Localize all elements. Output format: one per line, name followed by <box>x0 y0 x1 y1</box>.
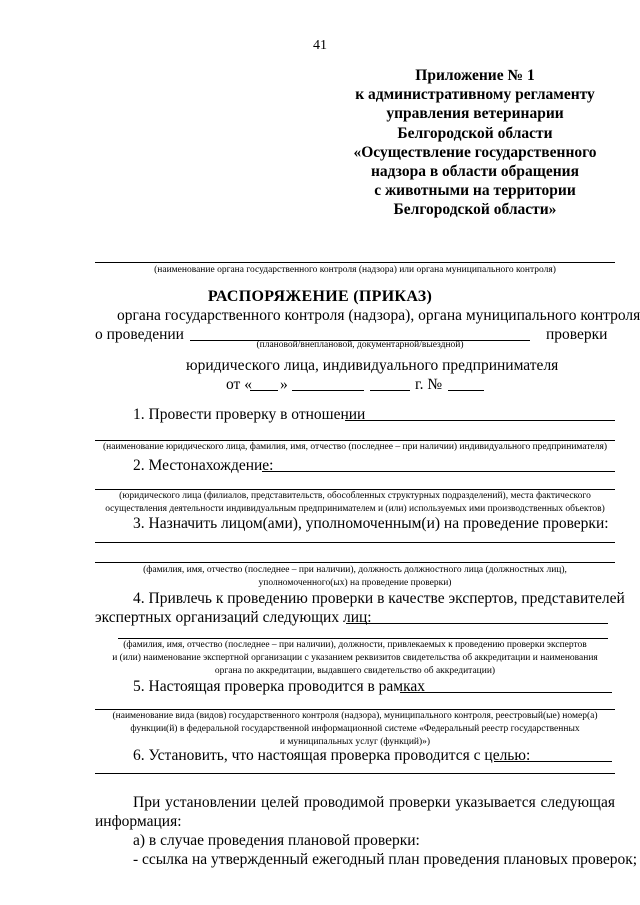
subtitle-check: проверки <box>546 326 608 343</box>
item-5-line[interactable] <box>400 692 612 693</box>
item-4-note-line: органа по аккредитации, выдавшего свидетельство об аккредитации) <box>214 666 496 676</box>
entity-line: юридического лица, индивидуального предпринимателя <box>186 357 559 374</box>
item-4-line[interactable] <box>346 623 608 624</box>
item-4-note-line: (фамилия, имя, отчество (последнее – при наличии), должности, привлекаемых к проведению проверки экспертов <box>123 640 587 650</box>
item-2: 2. Местонахождение: <box>133 457 274 474</box>
item-4-note-line: и (или) наименование экспертной организации с указанием реквизитов свидетельства об аккредитации и наименования <box>112 653 598 663</box>
appendix-line: Белгородской области <box>397 124 553 142</box>
purpose-paragraph <box>95 793 638 869</box>
order-number-line[interactable] <box>448 390 484 391</box>
item-2-note-line: (юридического лица (филиалов, представительств, обособленных структурных подразделений), места фактического <box>119 491 591 501</box>
date-from: от « <box>226 376 252 393</box>
item-3-line-2[interactable] <box>95 562 615 563</box>
item-5-note-line: (наименование вида (видов) государственного контроля (надзора), муниципального контроля, реестровый(ые) номер(а) <box>112 711 598 721</box>
item-3-note-line: (фамилия, имя, отчество (последнее – при наличии), должность должностного лица (должностных лиц), <box>143 565 567 575</box>
date-month-line[interactable] <box>292 390 364 391</box>
item-1-note: (наименование юридического лица, фамилия, имя, отчество (последнее – при наличии) индивидуального предпринимателя) <box>103 442 607 452</box>
appendix-line: «Осуществление государственного <box>353 143 597 161</box>
item-2-line[interactable] <box>262 471 615 472</box>
item-4-line-1: 4. Привлечь к проведению проверки в качестве экспертов, представителей <box>133 590 625 607</box>
item-3-note <box>95 564 615 590</box>
item-1: 1. Провести проверку в отношении <box>133 406 366 423</box>
appendix-line: с животными на территории <box>374 182 576 200</box>
appendix-line: Белгородской области» <box>393 201 557 219</box>
document-title: РАСПОРЯЖЕНИЕ (ПРИКАЗ) <box>207 288 433 305</box>
purpose-line-1: При установлении целей проводимой проверки указывается следующая <box>133 794 615 811</box>
appendix-header <box>330 66 620 220</box>
item-2-note-line: осуществления деятельности индивидуальным предпринимателем и (или) используемых ими производственных объектов) <box>105 504 605 514</box>
date-year-number: г. № <box>415 376 443 393</box>
page-number: 41 <box>313 38 327 53</box>
item-5: 5. Настоящая проверка проводится в рамках <box>133 678 426 695</box>
item-3-note-line: уполномоченного(ых) на проведение проверки) <box>258 578 452 588</box>
item-6: 6. Установить, что настоящая проверка проводится с целью: <box>133 747 531 764</box>
appendix-line: надзора в области обращения <box>370 163 580 181</box>
item-5-note <box>95 710 615 749</box>
organ-name-line[interactable] <box>95 262 615 263</box>
date-day-line[interactable] <box>250 390 278 391</box>
appendix-line: к административному регламенту <box>355 86 595 104</box>
purpose-line-dash: - ссылка на утвержденный ежегодный план проведения плановых проверок; <box>133 851 638 868</box>
item-5-note-line: и муниципальных услуг (функций)») <box>279 737 431 747</box>
item-6-line-2[interactable] <box>95 773 615 774</box>
check-type-note: (плановой/внеплановой, документарной/выездной) <box>256 340 464 350</box>
item-3: 3. Назначить лицом(ами), уполномоченным(и) на проведение проверки: <box>133 515 609 532</box>
subtitle-line: органа государственного контроля (надзора), органа муниципального контроля <box>117 307 640 324</box>
item-6-line[interactable] <box>494 761 612 762</box>
item-4-line-2: экспертных организаций следующих лиц: <box>95 609 372 626</box>
date-year-line[interactable] <box>370 390 410 391</box>
purpose-line-a: а) в случае проведения плановой проверки: <box>133 832 420 849</box>
item-5-note-line: функции(й) в федеральной государственной информационной системе «Федеральный реестр государственных <box>130 724 580 734</box>
purpose-line-2: информация: <box>95 813 182 830</box>
subtitle-about: о проведении <box>95 326 184 343</box>
item-1-line[interactable] <box>345 420 615 421</box>
item-2-note <box>95 490 615 516</box>
appendix-line: управления ветеринарии <box>386 105 564 123</box>
appendix-line: Приложение № 1 <box>415 67 535 84</box>
item-4-note <box>95 639 615 678</box>
organ-name-note: (наименование органа государственного контроля (надзора) или органа муниципального контроля) <box>154 265 556 275</box>
item-3-line[interactable] <box>95 542 615 543</box>
date-quote: » <box>280 376 288 393</box>
